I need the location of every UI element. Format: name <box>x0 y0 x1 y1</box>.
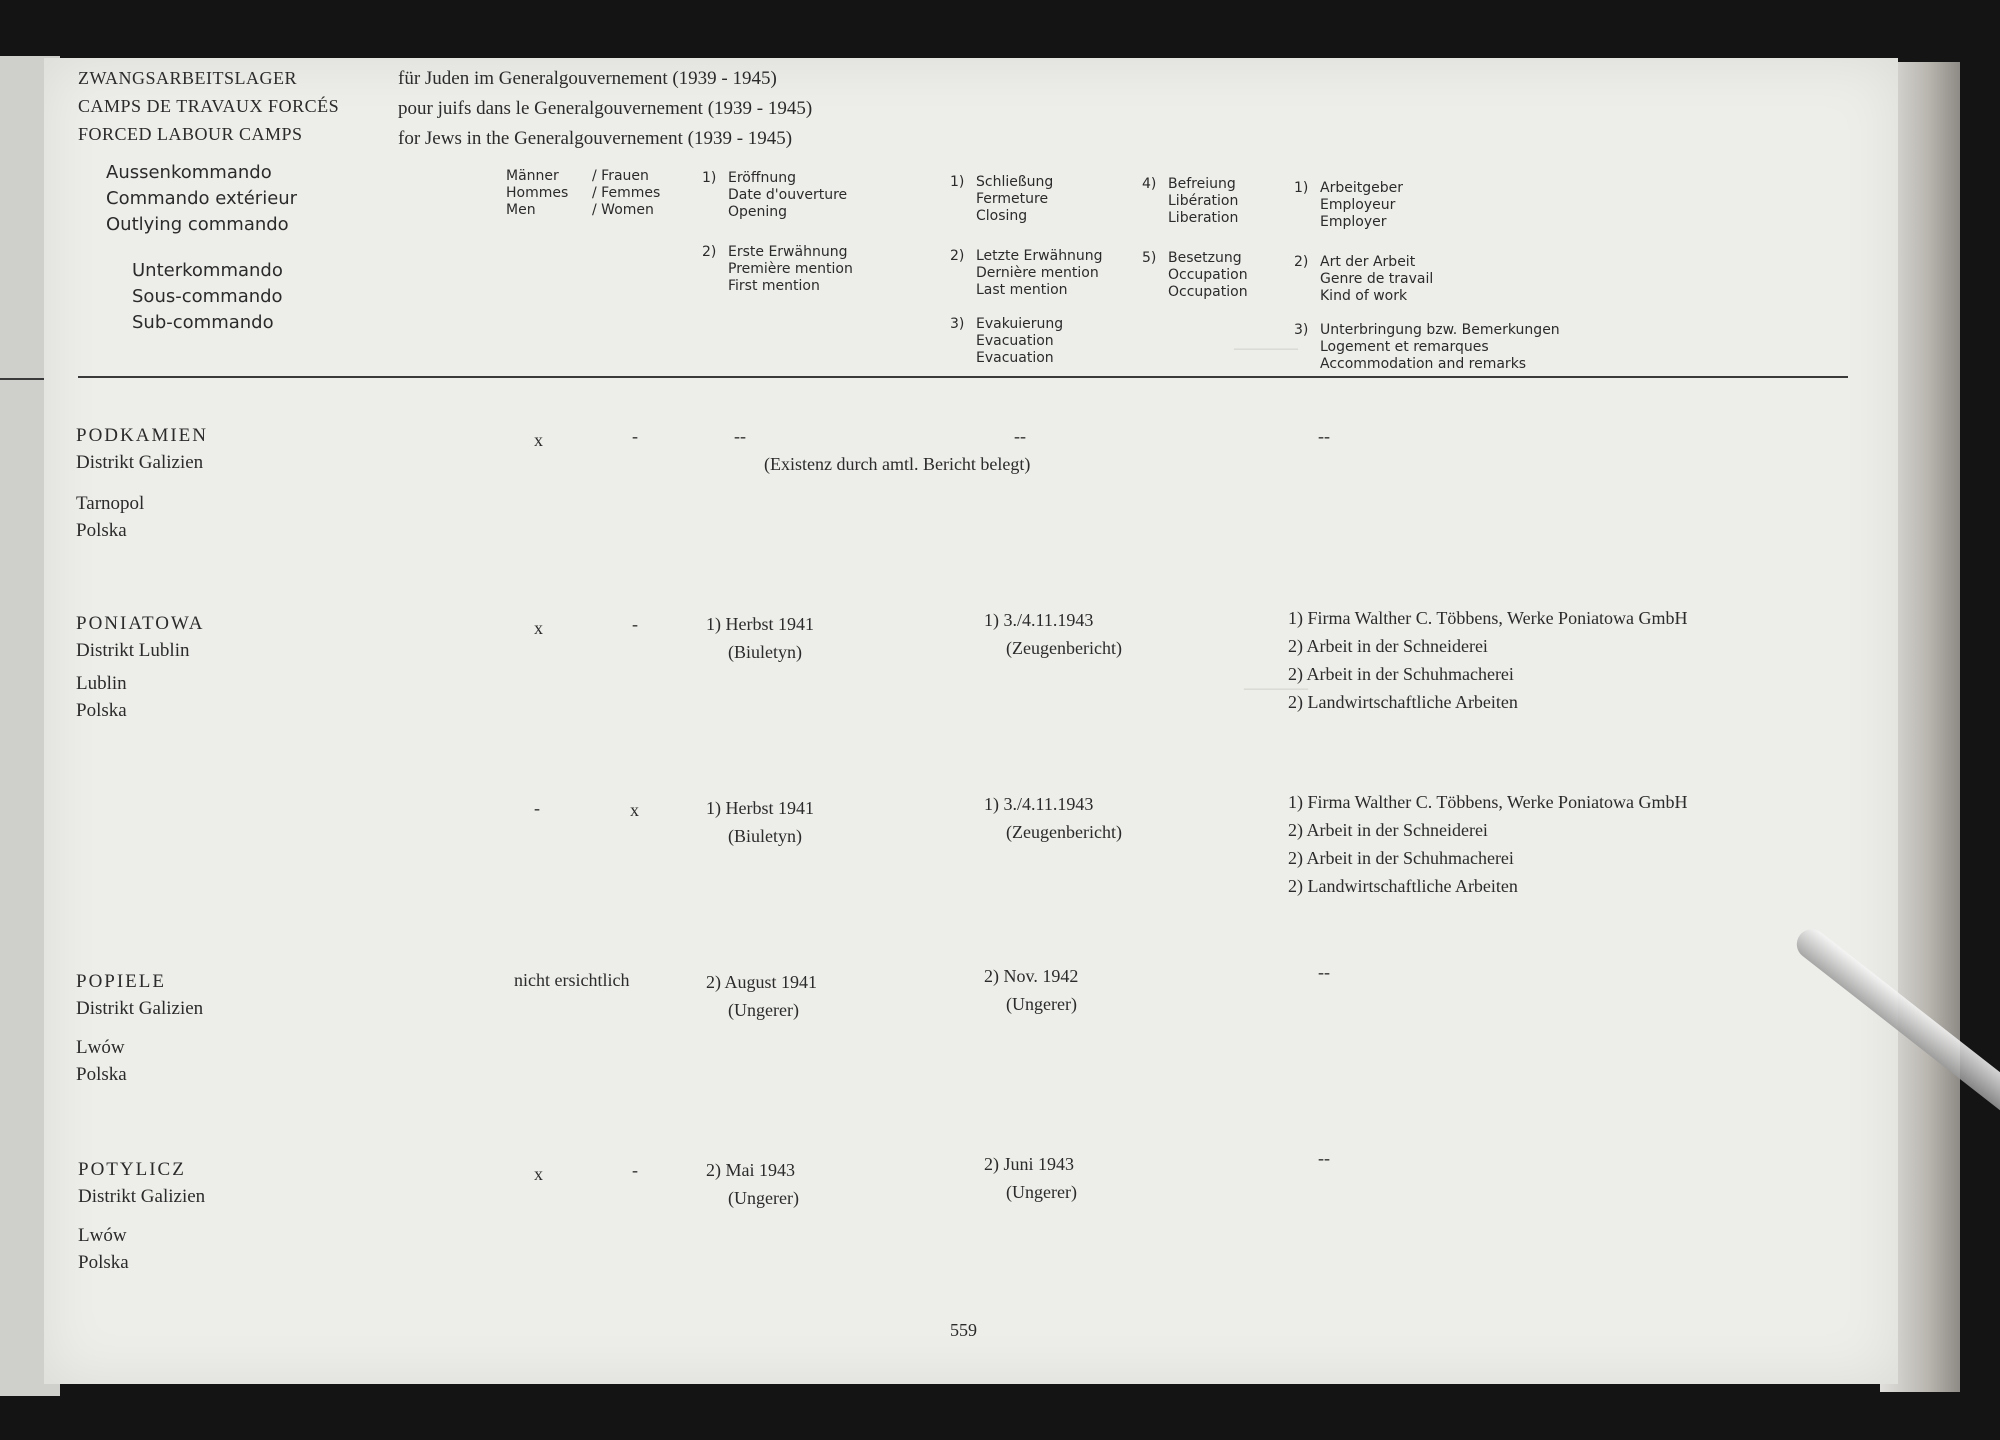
entry-popiele <box>76 968 203 1088</box>
page-number: 559 <box>950 1320 977 1340</box>
header-title-fr: CAMPS DE TRAVAUX FORCÉS <box>78 96 340 116</box>
closing-cell: -- <box>1014 426 1026 446</box>
district: Distrikt Galizien <box>78 1186 206 1207</box>
women-mark: - <box>632 1160 638 1180</box>
occupation-header: 5) Besetzung Occupation Occupation <box>1142 250 1248 300</box>
country: Polska <box>78 1252 129 1273</box>
liberation-header: 4) Befreiung Libération Liberation <box>1142 176 1239 226</box>
district: Distrikt Lublin <box>76 640 190 661</box>
remarks-cell: -- <box>1318 962 1330 982</box>
women-mark: - <box>632 614 638 634</box>
kind-of-work-header: 2) Art der Arbeit Genre de travail Kind of work <box>1294 254 1434 304</box>
country: Polska <box>76 520 127 541</box>
closing-cell: 1) 3./4.11.1943 (Zeugenbericht) <box>984 794 1122 842</box>
district: Distrikt Galizien <box>76 452 204 473</box>
entry-poniatowa <box>76 610 204 724</box>
closing-cell: 2) Nov. 1942 (Ungerer) <box>984 966 1079 1014</box>
country: Polska <box>76 700 127 721</box>
district: Distrikt Galizien <box>76 998 204 1019</box>
accommodation-header: 3) Unterbringung bzw. Bemerkungen Logement et remarques Accommodation and remarks <box>1294 322 1560 372</box>
remarks-cell: 1) Firma Walther C. Többens, Werke Poniatowa GmbH 2) Arbeit in der Schneiderei 2) Arbeit in der Schuhmacherei 2) Landwirtschaftliche Arbeiten <box>1288 608 1688 712</box>
country: Polska <box>76 1064 127 1085</box>
place: Lublin <box>76 673 127 694</box>
header-subtitle-en: for Jews in the Generalgouvernement (1939 - 1945) <box>398 128 793 149</box>
gender-header: Männer / Frauen Hommes / Femmes Men / Women <box>506 168 661 218</box>
sub-label-de: Unterkommando <box>132 260 283 281</box>
place: Lwów <box>76 1037 125 1058</box>
men-mark: x <box>534 430 543 450</box>
opening-cell: 2) August 1941 (Ungerer) <box>706 972 818 1020</box>
header-subtitle-de: für Juden im Generalgouvernement (1939 - 1945) <box>398 68 777 89</box>
remarks-cell: 1) Firma Walther C. Többens, Werke Poniatowa GmbH 2) Arbeit in der Schneiderei 2) Arbeit in der Schuhmacherei 2) Landwirtschaftliche Arbeiten <box>1288 792 1688 896</box>
entry-potylicz <box>78 1156 205 1276</box>
bleed-through-text: ———— <box>1244 680 1308 697</box>
opening-cell: 1) Herbst 1941 (Biuletyn) <box>706 798 814 846</box>
closing-cell: 2) Juni 1943 (Ungerer) <box>984 1154 1077 1202</box>
women-mark: x <box>630 800 639 820</box>
camp-name: POPIELE <box>76 971 166 992</box>
closing-cell: 1) 3./4.11.1943 (Zeugenbericht) <box>984 610 1122 658</box>
header-title-de: ZWANGSARBEITSLAGER <box>78 68 297 88</box>
header-subtitle-fr: pour juifs dans le Generalgouvernement (1939 - 1945) <box>398 98 813 119</box>
last-mention-header: 2) Letzte Erwähnung Dernière mention Last mention <box>950 248 1103 298</box>
document-page <box>44 58 1898 1384</box>
remarks-cell: -- <box>1318 1148 1330 1168</box>
men-mark: x <box>534 618 543 638</box>
header-rule <box>78 376 1848 378</box>
opening-header: 1) Eröffnung Date d'ouverture Opening <box>702 170 848 220</box>
gender-note: nicht ersichtlich <box>514 970 630 990</box>
men-mark: - <box>534 798 540 818</box>
camp-name: PODKAMIEN <box>76 425 208 446</box>
sub-label-en: Sub-commando <box>132 312 274 333</box>
remarks-cell: -- <box>1318 426 1330 446</box>
opening-cell: 1) Herbst 1941 (Biuletyn) <box>706 614 814 662</box>
entry-podkamien <box>76 422 208 544</box>
women-mark: - <box>632 426 638 446</box>
employer-header: 1) Arbeitgeber Employeur Employer <box>1294 180 1403 230</box>
opening-cell: 2) Mai 1943 (Ungerer) <box>706 1160 799 1208</box>
place: Lwów <box>78 1225 127 1246</box>
existence-note: (Existenz durch amtl. Bericht belegt) <box>764 454 1031 474</box>
evacuation-header: 3) Evakuierung Evacuation Evacuation <box>950 316 1064 366</box>
first-mention-header: 2) Erste Erwähnung Première mention First mention <box>702 244 853 294</box>
outlying-label-fr: Commando extérieur <box>106 188 298 209</box>
camp-name: POTYLICZ <box>78 1159 186 1180</box>
place: Tarnopol <box>76 493 145 514</box>
opening-cell: -- <box>734 426 746 446</box>
outlying-label-en: Outlying commando <box>106 214 289 235</box>
men-mark: x <box>534 1164 543 1184</box>
left-page-rule <box>0 378 44 380</box>
header-title-en: FORCED LABOUR CAMPS <box>78 124 303 144</box>
bleed-through-text: ———— <box>1234 340 1298 357</box>
outlying-label-de: Aussenkommando <box>106 162 272 183</box>
sub-label-fr: Sous-commando <box>132 286 283 307</box>
closing-header: 1) Schließung Fermeture Closing <box>950 174 1054 224</box>
camp-name: PONIATOWA <box>76 613 205 634</box>
